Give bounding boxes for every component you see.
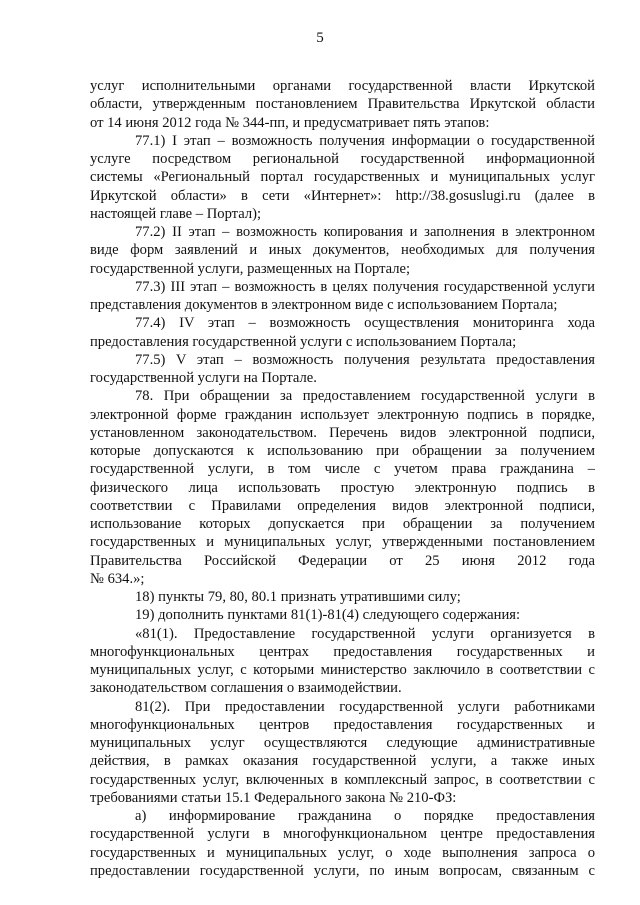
text-line: системы «Региональный портал государственных и муниципальных услуг [90,169,595,186]
text-line: 81(2). При предоставлении государственной услуги работниками [135,698,595,715]
text-line: многофункциональных центров предоставления государственных и [90,716,595,733]
text-line: представления документов в электронном виде с использованием Портала; [90,297,558,313]
text-line: виде форм заявлений и иных документов, необходимых для получения [90,242,595,259]
text-line: использование которых допускается при обращении за получением [90,516,595,532]
text-line: которые допускаются к использованию при обращении за получением [90,443,595,459]
text-line: предоставлении государственной услуги, по иным вопросам, связанным с [90,862,595,879]
text-line: действия, в рамках оказания государственной услуги, а также иных [90,753,595,770]
text-line: 77.2) II этап – возможность копирования и заполнения в электронном [135,224,595,240]
text-line: Иркутской области» в сети «Интернет»: http://38.gosuslugi.ru (далее в [90,187,595,204]
document-body [90,77,595,880]
text-line: государственной услуги в многофункциональном центре предоставления [90,826,595,843]
text-line: услуге посредством региональной государственной информационной [90,151,595,167]
text-line: государственной услуги на Портале. [90,370,317,386]
text-line: государственных и муниципальных услуг, о ходе выполнения запроса о [90,844,595,861]
text-line: государственных и муниципальных услуг, утвержденными постановлением [90,534,595,551]
text-line: многофункциональных центрах предоставления государственных и [90,643,595,660]
text-line: 77.3) III этап – возможность в целях получения государственной услуги [135,278,595,295]
page-number: 5 [316,30,324,46]
text-line: 77.5) V этап – возможность получения результата предоставления [135,351,595,368]
text-line: соответствии с Правилами определения видов электронной подписи, [90,497,595,514]
text-line: а) информирование гражданина о порядке предоставления [135,808,595,824]
text-line: государственной услуги, в том числе с учетом права гражданина – [90,461,595,478]
text-line: 78. При обращении за предоставлением государственной услуги в [135,388,595,405]
text-line: 77.4) IV этап – возможность осуществления мониторинга хода [135,315,595,332]
text-line: муниципальных услуг, с которыми министерство заключило в соответствии с [90,662,595,678]
text-line: законодательством соглашения о взаимодействии. [90,680,402,697]
text-line: 77.1) I этап – возможность получения информации о государственной [135,132,595,149]
text-line: услуг исполнительными органами государственной власти Иркутской [90,78,595,94]
text-line: физического лица использовать простую электронную подпись в [90,479,595,496]
text-line: 19) дополнить пунктами 81(1)-81(4) следующего содержания: [135,607,521,624]
text-line: требованиями статьи 15.1 Федерального закона № 210-ФЗ: [90,789,457,806]
text-line: 18) пункты 79, 80, 80.1 признать утратившими силу; [135,589,461,605]
text-line: государственных услуг, включенных в комплексный запрос, в соответствии с [90,771,595,788]
text-line: установленном законодательством. Перечень видов электронной подписи, [90,424,595,441]
text-line: муниципальных услуг осуществляются следующие административные [90,735,595,751]
text-line: «81(1). Предоставление государственной услуги организуется в [135,625,595,642]
text-line: предоставления государственной услуги с использованием Портала; [90,333,517,350]
text-line: № 634.»; [90,570,145,587]
text-line: области, утвержденным постановлением Правительства Иркутской области [90,96,595,113]
text-line: государственной услуги, размещенных на Портале; [90,260,411,277]
text-line: электронной форме гражданин использует электронную подпись в порядке, [90,406,595,423]
text-line: от 14 июня 2012 года № 344-пп, и предусматривает пять этапов: [90,114,490,131]
text-line: Правительства Российской Федерации от 25 июня 2012 года [90,552,595,569]
text-line: настоящей главе – Портал); [90,205,262,222]
